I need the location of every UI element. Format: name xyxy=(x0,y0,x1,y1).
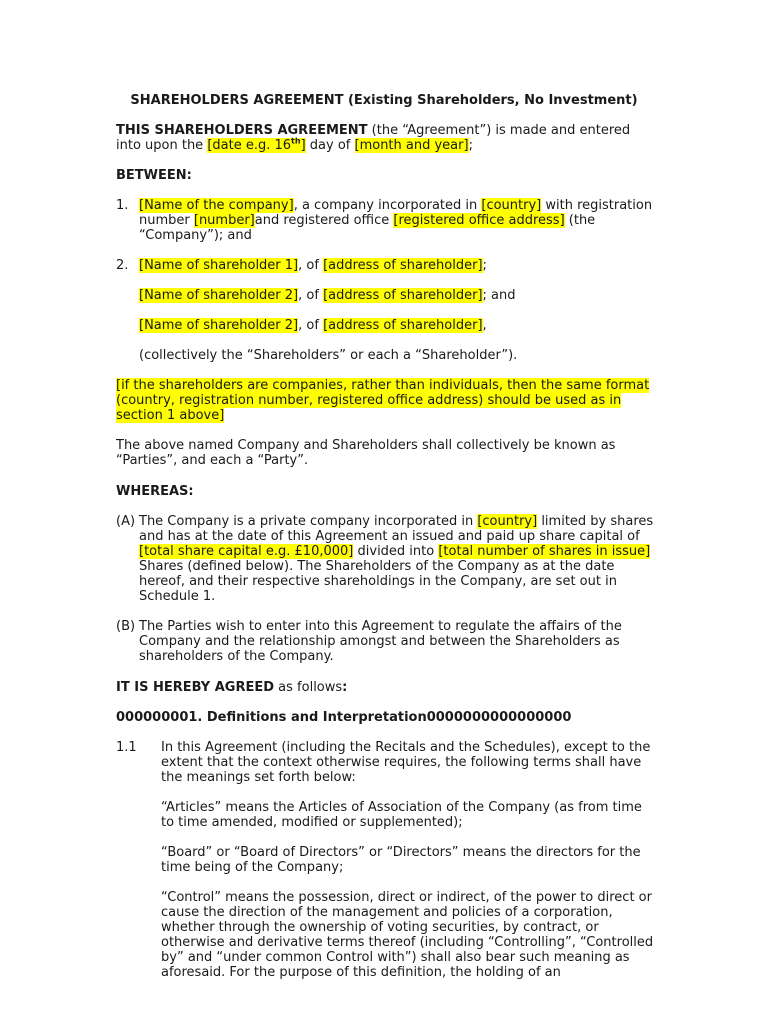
shareholder-row: [Name of shareholder 2], of [address of shareholder]; and xyxy=(139,288,516,303)
date-placeholder: [date e.g. 16th] xyxy=(207,136,306,153)
definition-articles: “Articles” means the Articles of Association of the Company (as from time to time amended, modified or supplemented); xyxy=(161,800,642,830)
month-placeholder: [month and year] xyxy=(354,138,469,153)
collective-text: (collectively the “Shareholders” or each a “Shareholder”). xyxy=(139,348,518,363)
party-1-paragraph: [Name of the company], a company incorporated in [country] with registration number [number]and registered office [registered office address] (the “Company”); and xyxy=(139,198,653,243)
agreed-line: IT IS HEREBY AGREED as follows: xyxy=(116,680,348,695)
document-title: SHAREHOLDERS AGREEMENT (Existing Shareholders, No Investment) xyxy=(130,93,638,108)
intro-lead: THIS SHAREHOLDERS AGREEMENT xyxy=(116,123,368,138)
companies-note: [if the shareholders are companies, rather than individuals, then the same format (country, registration number, registered office address) should be used as in section 1 above] xyxy=(116,378,650,423)
intro-paragraph: THIS SHAREHOLDERS AGREEMENT (the “Agreement”) is made and entered into upon the [date e.g. 16th] day of [month and year]; xyxy=(116,123,631,153)
shareholder-row: [Name of shareholder 1], of [address of shareholder]; xyxy=(139,258,487,273)
country-placeholder: [country] xyxy=(481,198,542,213)
definition-control: “Control” means the possession, direct or indirect, of the power to direct or cause the direction of the management and policies of a corporation, whether through the ownership of voting securities, by contract, or otherwise and derivative terms thereof (including “Controlling”, “Controlled by” and “under common Control with”) shall also bear such meaning as aforesaid. For the purpose of this definition, the holding of an xyxy=(161,890,654,980)
section-heading: 000000001. Definitions and Interpretation0000000000000000 xyxy=(116,710,572,725)
party-1-number: 1. xyxy=(116,198,129,213)
clause-number: 1.1 xyxy=(116,740,137,755)
recital-b-label: (B) xyxy=(116,619,136,634)
clause-1-1: In this Agreement (including the Recitals and the Schedules), except to the extent that the context otherwise requires, the following terms shall have the meanings set forth below: xyxy=(161,740,651,785)
party-2-number: 2. xyxy=(116,258,129,273)
parties-paragraph: The above named Company and Shareholders shall collectively be known as “Parties”, and each a “Party”. xyxy=(116,438,616,468)
between-heading: BETWEEN: xyxy=(116,168,192,183)
recital-a-label: (A) xyxy=(116,514,136,529)
number-placeholder: [number] xyxy=(193,213,255,228)
recital-b: The Parties wish to enter into this Agreement to regulate the affairs of the Company and the relationship amongst and between the Shareholders as shareholders of the Company. xyxy=(139,619,622,664)
shareholder-row: [Name of shareholder 2], of [address of shareholder], xyxy=(139,318,487,333)
definition-board: “Board” or “Board of Directors” or “Directors” means the directors for the time being of the Company; xyxy=(161,845,641,875)
company-name-placeholder: [Name of the company] xyxy=(139,198,294,213)
office-placeholder: [registered office address] xyxy=(393,213,565,228)
whereas-heading: WHEREAS: xyxy=(116,484,194,499)
recital-a: The Company is a private company incorporated in [country] limited by shares and has at the date of this Agreement an issued and paid up share capital of [total share capital e.g. £10,000] divided into [total number of shares in issue] Shares (defined below). The Shareholders of the Company as at the date hereof, and their respective shareholdings in the Company, are set out in Schedule 1. xyxy=(139,514,654,604)
